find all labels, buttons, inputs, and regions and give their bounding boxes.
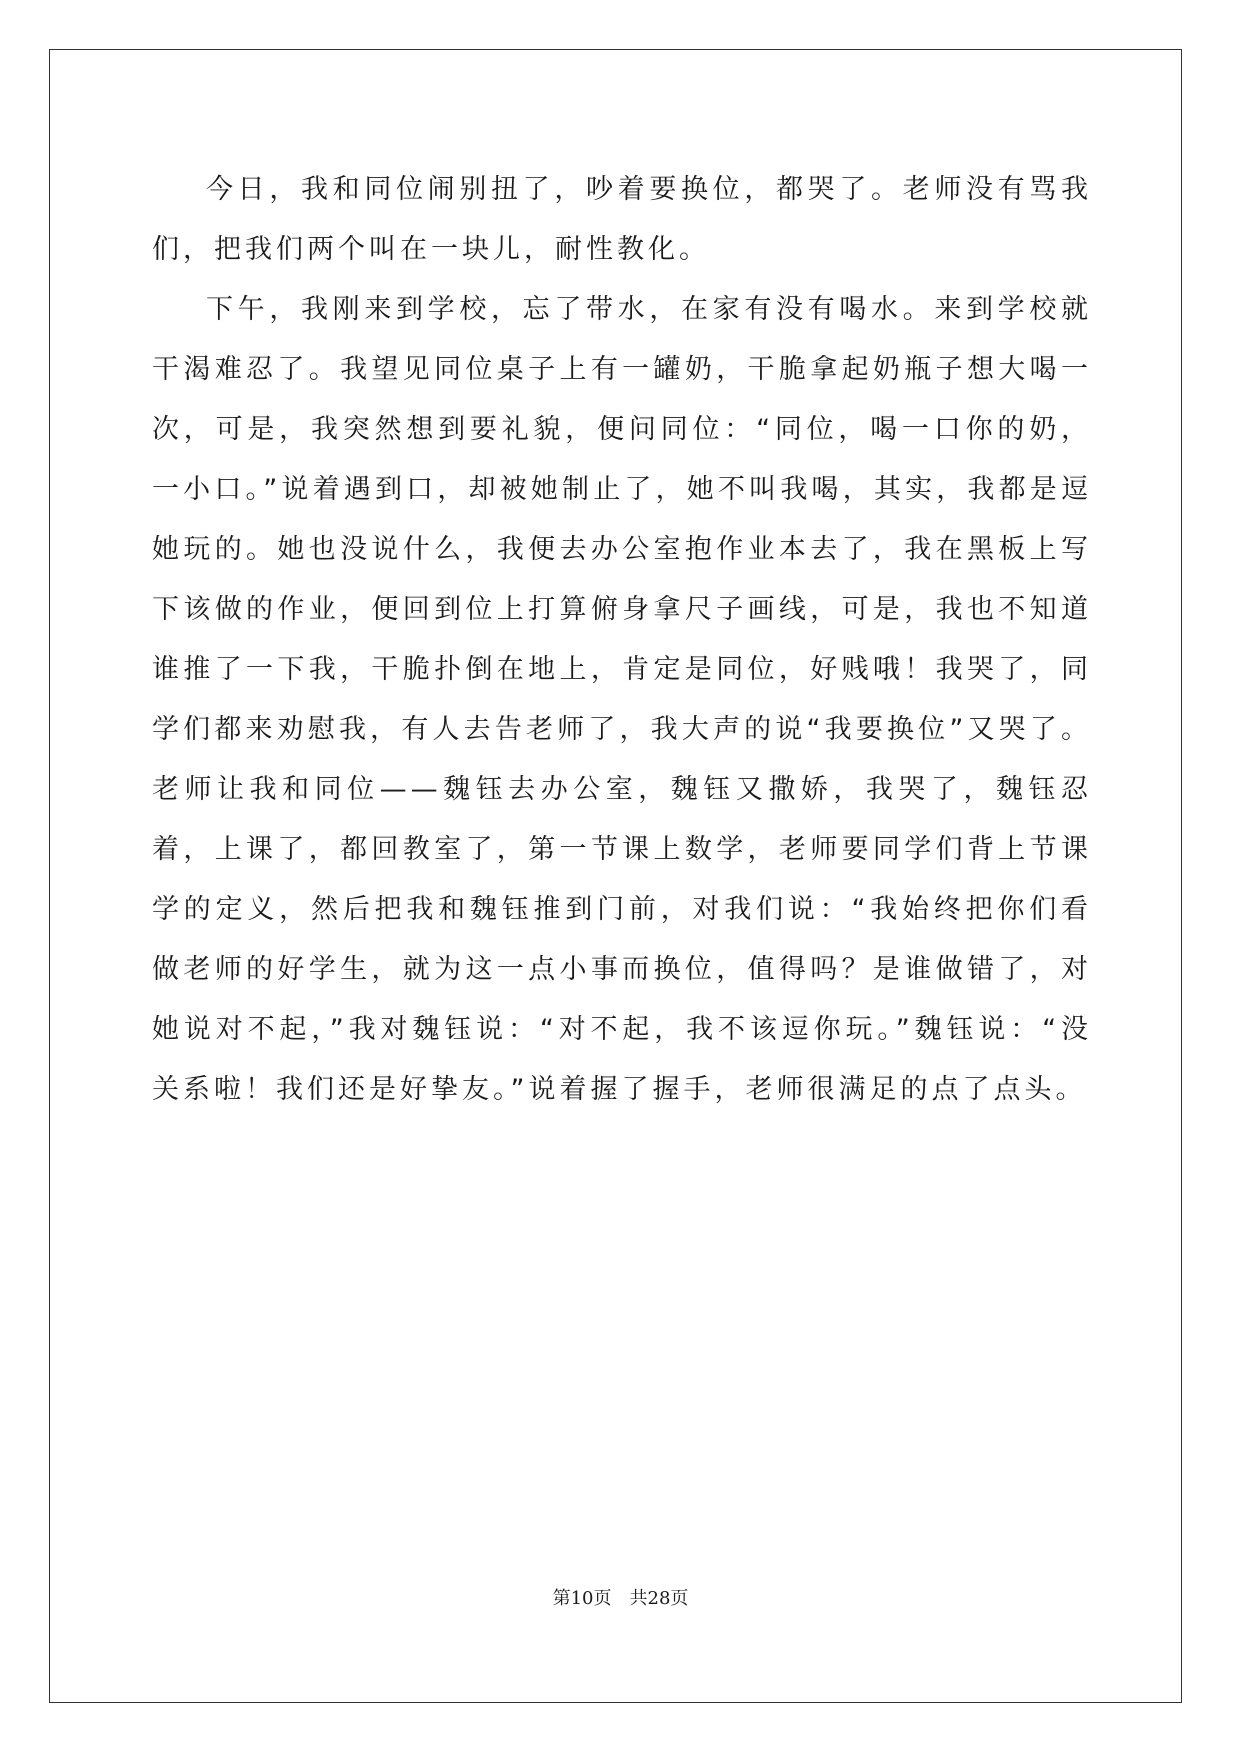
paragraph-1: 今日，我和同位闹别扭了，吵着要换位，都哭了。老师没有骂我们，把我们两个叫在一块儿，耐性教化。 [152, 174, 1092, 265]
paragraph-2: 下午，我刚来到学校，忘了带水，在家有没有喝水。来到学校就干渴难忍了。我望见同位桌子上有一罐奶，干脆拿起奶瓶子想大喝一次，可是，我突然想到要礼貌，便问同位：“同位，喝一口你的奶，一小口。”说着遇到口，却被她制止了，她不叫我喝，其实，我都是逗她玩的。她也没说什么，我便去办公室抱作业本去了，我在黑板上写下该做的作业，便回到位上打算俯身拿尺子画线，可是，我也不知道谁推了一下我，干脆扑倒在地上，肯定是同位，好贱哦！我哭了，同学们都来劝慰我，有人去告老师了，我大声的说“我要换位”又哭了。老师让我和同位——魏钰去办公室，魏钰又撒娇，我哭了，魏钰忍着，上课了，都回教室了，第一节课上数学，老师要同学们背上节课学的定义，然后把我和魏钰推到门前，对我们说：“我始终把你们看做老师的好学生，就为这一点小事而换位，值得吗？是谁做错了，对她说对不起，”我对魏钰说：“对不起，我不该逗你玩。”魏钰说：“没关系啦！我们还是好挚友。”说着握了握手，老师很满足的点了点头。 [152, 294, 1092, 1105]
document-body [152, 160, 1092, 1120]
page-number: 第10页 共28页 [552, 1588, 689, 1609]
page-footer [0, 1584, 1241, 1610]
